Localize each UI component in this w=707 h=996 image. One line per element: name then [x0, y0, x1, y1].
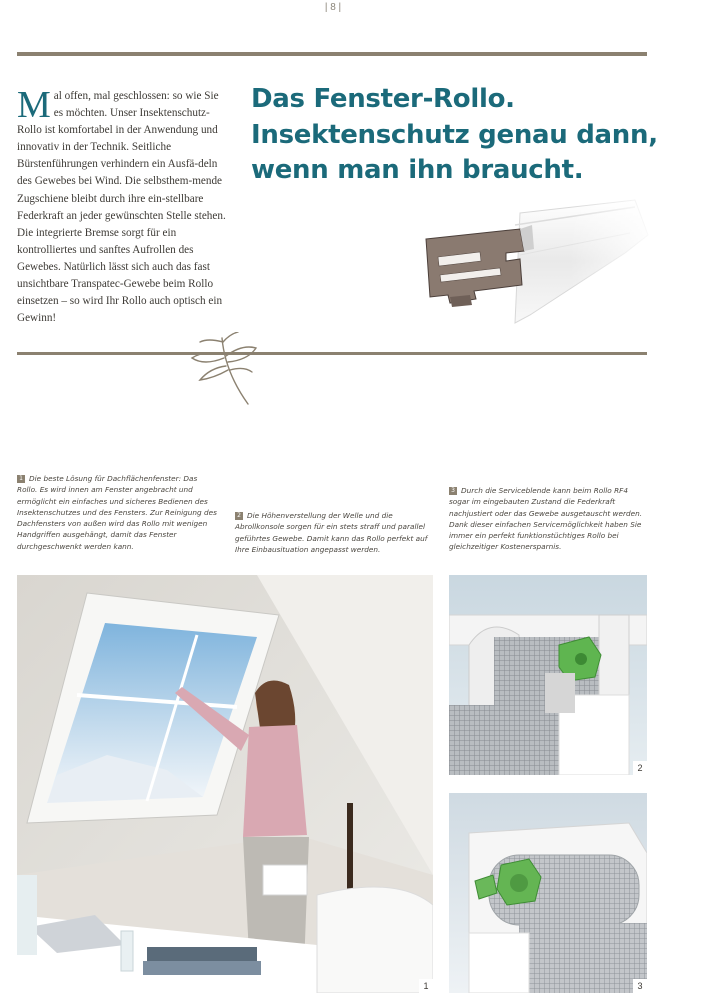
- photo-cassette-mesh-roll: [449, 793, 647, 993]
- headline: [251, 82, 671, 189]
- caption-1-number: 1: [17, 475, 25, 483]
- dragonfly-ornament: [190, 332, 260, 410]
- page-number-value: 8: [330, 2, 336, 13]
- page-number: | 8 |: [324, 2, 342, 13]
- photo-cassette-end-cap: [449, 575, 647, 775]
- bottom-rule: [17, 352, 647, 355]
- caption-2-text: Die Höhenverstellung der Welle und die Abrollkonsole sorgen für ein stets straff und parallel geführtes Gewebe. Damit kann das Rollo perfekt auf Ihre Einbausituation angepasst werden.: [235, 511, 428, 554]
- caption-2-number: 2: [235, 512, 243, 520]
- caption-3: [449, 485, 649, 553]
- caption-3-text: Durch die Serviceblende kann beim Rollo RF4 sogar im eingebauten Zustand die Federkraft nachjustiert oder das Gewebe ausgetauscht werden. Dank dieser einfachen Servicemöglichkeit haben Sie immer ein perfekt funktionstüchtiges Rollo bei gleichzeitiger Kostenersparnis.: [449, 486, 643, 552]
- caption-2: [235, 510, 430, 555]
- intro-body: al offen, mal geschlossen: so wie Sie es möchten. Unser Insektenschutz-Rollo ist komfortabel in der Anwendung und innovativ in der Technik. Seitliche Bürstenführungen verhindern ein Ausfä-deln des Gewebes bei Wind. Die selbsthem-mende Zugschiene bleibt durch ihre ein-stellbare Federkraft an jeder gewünschten Stelle stehen. Die integrierte Bremse sorgt für ein kontrolliertes und sanftes Aufrollen des Gewebes. Natürlich lässt sich auch das fast unsichtbare Transpatec-Gewebe beim Rollo einsetzen – so wird Ihr Rollo auch optisch ein Gewinn!: [17, 90, 226, 325]
- intro-text: [17, 84, 229, 327]
- profile-rail-image: [420, 195, 660, 335]
- photo-roof-window: [17, 575, 433, 993]
- caption-1-text: Die beste Lösung für Dachflächenfenster: Das Rollo. Es wird innen am Fenster angebracht und ermöglicht ein einfaches und sicheres Bedienen des Insektenschutzes und des Fensters. Zur Reinigung des Dachfensters von außen wird das Rollo mit wenigen Handgriffen ausgehängt, damit das Fenster durchgeschwenkt werden kann.: [17, 474, 217, 551]
- top-rule: [17, 52, 647, 56]
- caption-1: [17, 473, 217, 552]
- photo-2-number: 2: [633, 761, 647, 775]
- caption-3-number: 3: [449, 487, 457, 495]
- headline-line-2: Insektenschutz genau dann,: [251, 119, 658, 150]
- photo-1-number: 1: [419, 979, 433, 993]
- photo-3-number: 3: [633, 979, 647, 993]
- drop-cap: M: [17, 84, 51, 126]
- headline-line-3: wenn man ihn braucht.: [251, 155, 584, 185]
- headline-line-1: Das Fenster-Rollo.: [251, 84, 515, 114]
